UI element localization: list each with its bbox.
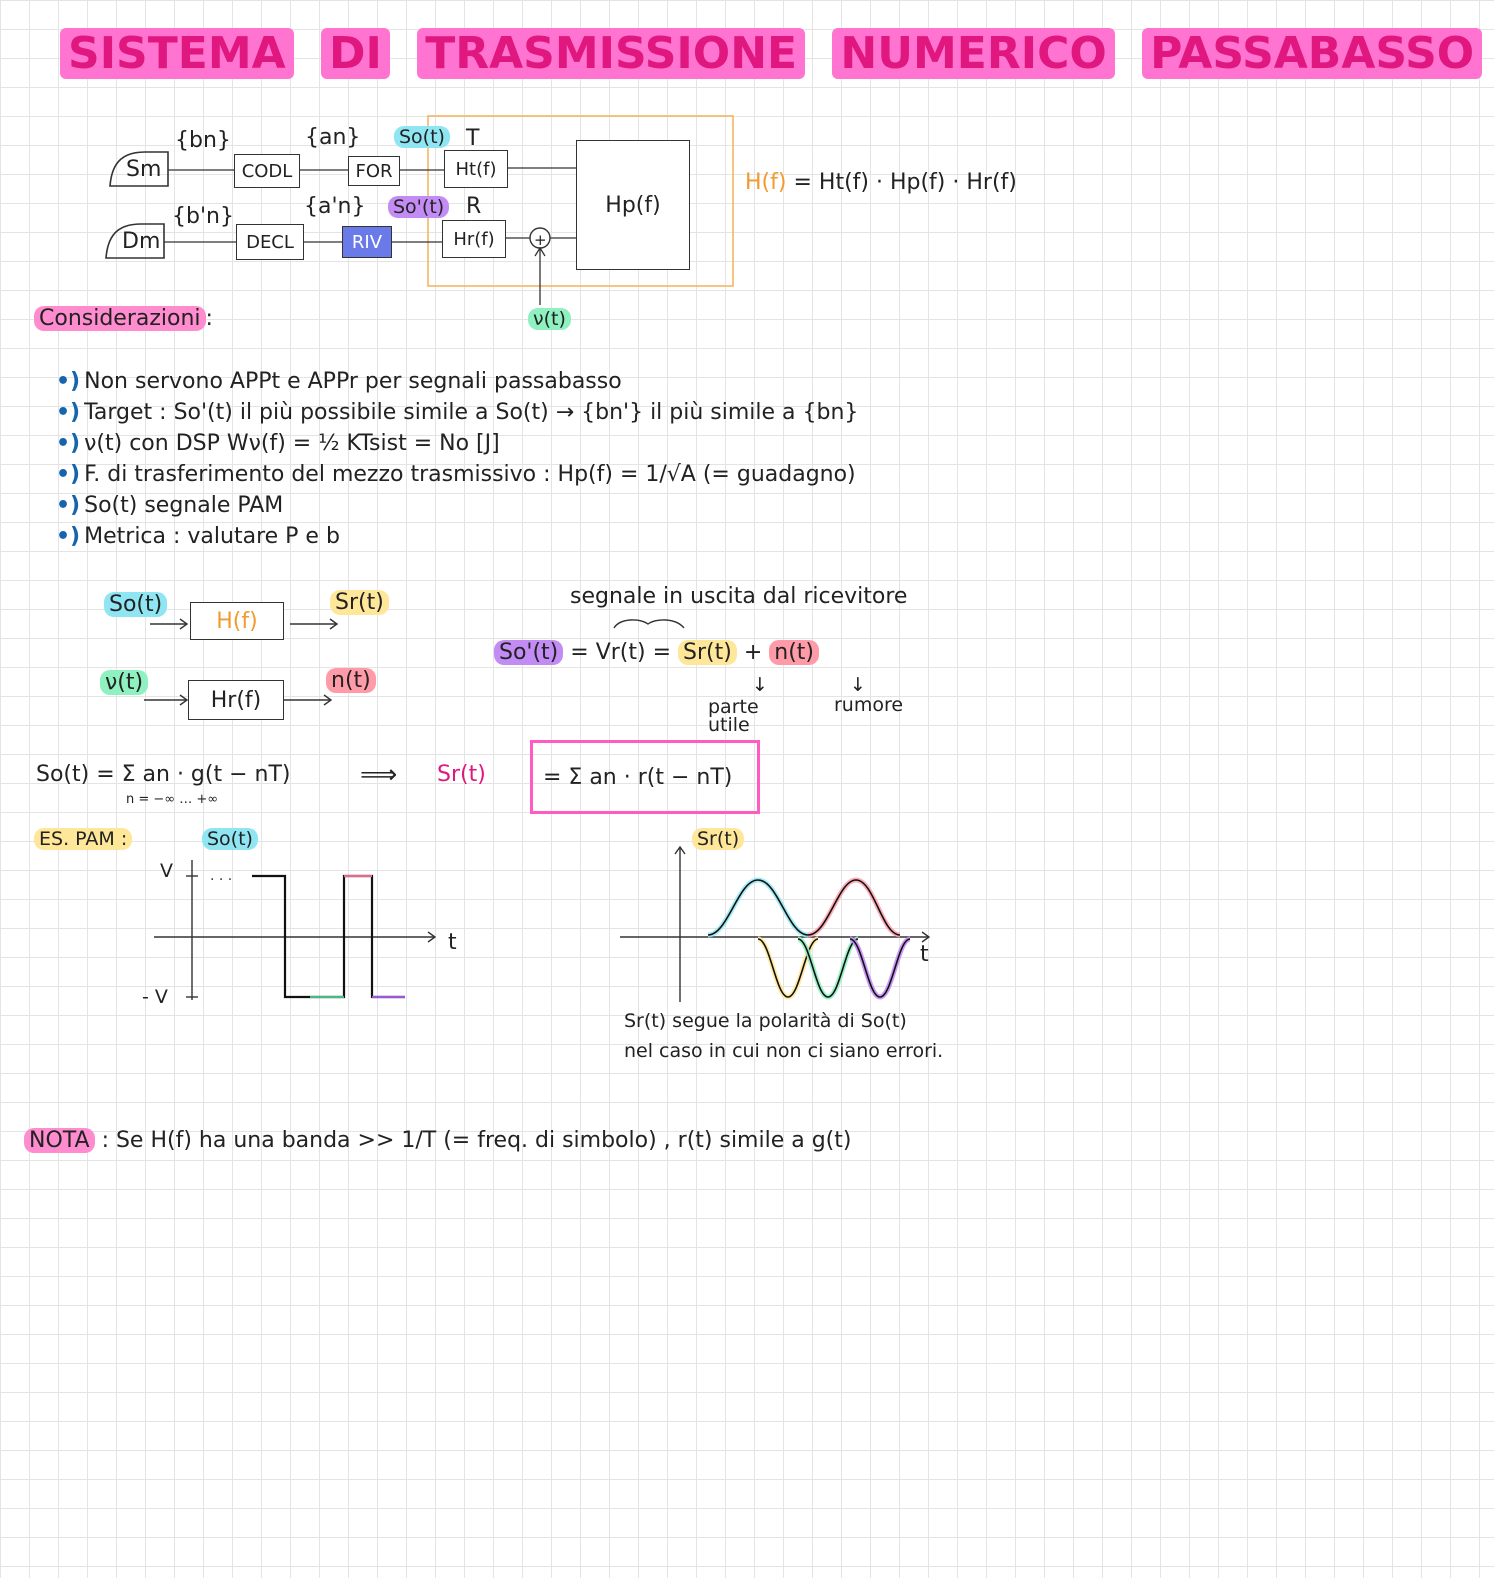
formula-limits: n = −∞ … +∞: [126, 792, 219, 807]
dm-label: Dm: [122, 229, 161, 254]
list-item: •) Non servono APPt e APPr per segnali passabasso: [56, 369, 622, 394]
title-word-4: NUMERICO: [832, 28, 1114, 79]
es-pam-label: ES. PAM :: [34, 828, 132, 850]
receiver-nt: n(t): [769, 640, 819, 665]
left-t-axis-label: t: [448, 930, 457, 955]
nota-text: : Se H(f) ha una banda >> 1/T (= freq. di simbolo) , r(t) simile a g(t): [101, 1128, 852, 1153]
hp-block: Hp(f): [576, 140, 690, 270]
receiver-eq1: =: [570, 640, 589, 665]
hr-block-2: Hr(f): [188, 680, 284, 720]
receiver-so-prime: So'(t): [494, 640, 563, 665]
b-prime-n-label: {b'n}: [172, 204, 234, 229]
riv-block: RIV: [342, 226, 392, 258]
formula-lhs: So(t) = Σ an · g(t − nT): [36, 762, 291, 787]
receiver-sr: Sr(t): [678, 640, 737, 665]
v-neg-label: - V: [142, 986, 168, 1008]
block-nu-tag: ν(t): [100, 670, 148, 695]
considerazioni-list: [56, 366, 858, 552]
formula-sr: Sr(t): [437, 762, 486, 787]
considerazioni-heading: Considerazioni: [34, 306, 206, 331]
for-block: FOR: [348, 156, 400, 186]
right-plot-title: Sr(t): [692, 828, 744, 850]
hr-block: Hr(f): [442, 220, 506, 258]
svg-text:. . .: . . .: [210, 868, 233, 884]
dec-block: DECL: [236, 224, 304, 260]
receiver-vr: Vr(t): [595, 640, 646, 665]
bn-label: {bn}: [175, 128, 231, 153]
hf-eq-rhs: = Ht(f) · Hp(f) · Hr(f): [793, 170, 1017, 195]
a-prime-n-label: {a'n}: [304, 194, 366, 219]
ht-block: Ht(f): [444, 150, 508, 188]
receiver-plus: +: [743, 640, 763, 665]
list-item: •) Metrica : valutare P e b: [56, 524, 340, 549]
receiver-caption: segnale in uscita dal ricevitore: [570, 584, 908, 609]
block-so-tag: So(t): [104, 592, 167, 617]
list-item: •) Target : So'(t) il più possibile simile a So(t) → {bn'} il più simile a {bn}: [56, 400, 859, 425]
list-item: •) So(t) segnale PAM: [56, 493, 284, 518]
title-word-2: DI: [321, 28, 390, 79]
t-label: T: [466, 126, 480, 151]
list-item: •) F. di trasferimento del mezzo trasmissivo : Hp(f) = 1/√A (= guadagno): [56, 462, 856, 487]
block-nt-tag: n(t): [326, 668, 376, 693]
title-word-3: TRASMISSIONE: [417, 28, 805, 79]
an-label: {an}: [305, 125, 361, 150]
right-t-axis-label: t: [920, 942, 929, 967]
so-t-tag: So(t): [394, 126, 450, 148]
title-word-1: SISTEMA: [60, 28, 294, 79]
nota-label: NOTA: [24, 1128, 95, 1153]
list-item: •) ν(t) con DSP Wν(f) = ½ KTsist = No [J]: [56, 431, 500, 456]
block-sr-tag: Sr(t): [330, 590, 389, 615]
formula-implies: ⟹: [360, 760, 398, 790]
title-word-5: PASSABASSO: [1142, 28, 1482, 79]
left-plot-title: So(t): [202, 828, 258, 850]
parte-utile-label: parte utile: [708, 696, 759, 736]
considerazioni-colon: :: [205, 306, 213, 331]
r-label: R: [466, 194, 482, 219]
hf-block: H(f): [190, 602, 284, 640]
right-caption-line2: nel caso in cui non ci siano errori.: [624, 1040, 944, 1062]
rumore-label: rumore: [834, 694, 904, 716]
so-prime-t-tag: So'(t): [388, 196, 449, 218]
sm-label: Sm: [126, 157, 162, 182]
right-caption-line1: Sr(t) segue la polarità di So(t): [624, 1010, 907, 1032]
v-pos-label: V: [160, 860, 173, 882]
brace-icon: [610, 614, 690, 634]
adder-plus: +: [534, 231, 547, 249]
cod-block: CODL: [234, 154, 300, 188]
noise-nu-tag: ν(t): [528, 308, 571, 330]
hf-eq-lhs: H(f): [745, 170, 787, 195]
formula-rhs: = Σ an · r(t − nT): [543, 764, 733, 790]
formula-rhs-box: [530, 740, 760, 814]
receiver-eq2: =: [652, 640, 672, 665]
